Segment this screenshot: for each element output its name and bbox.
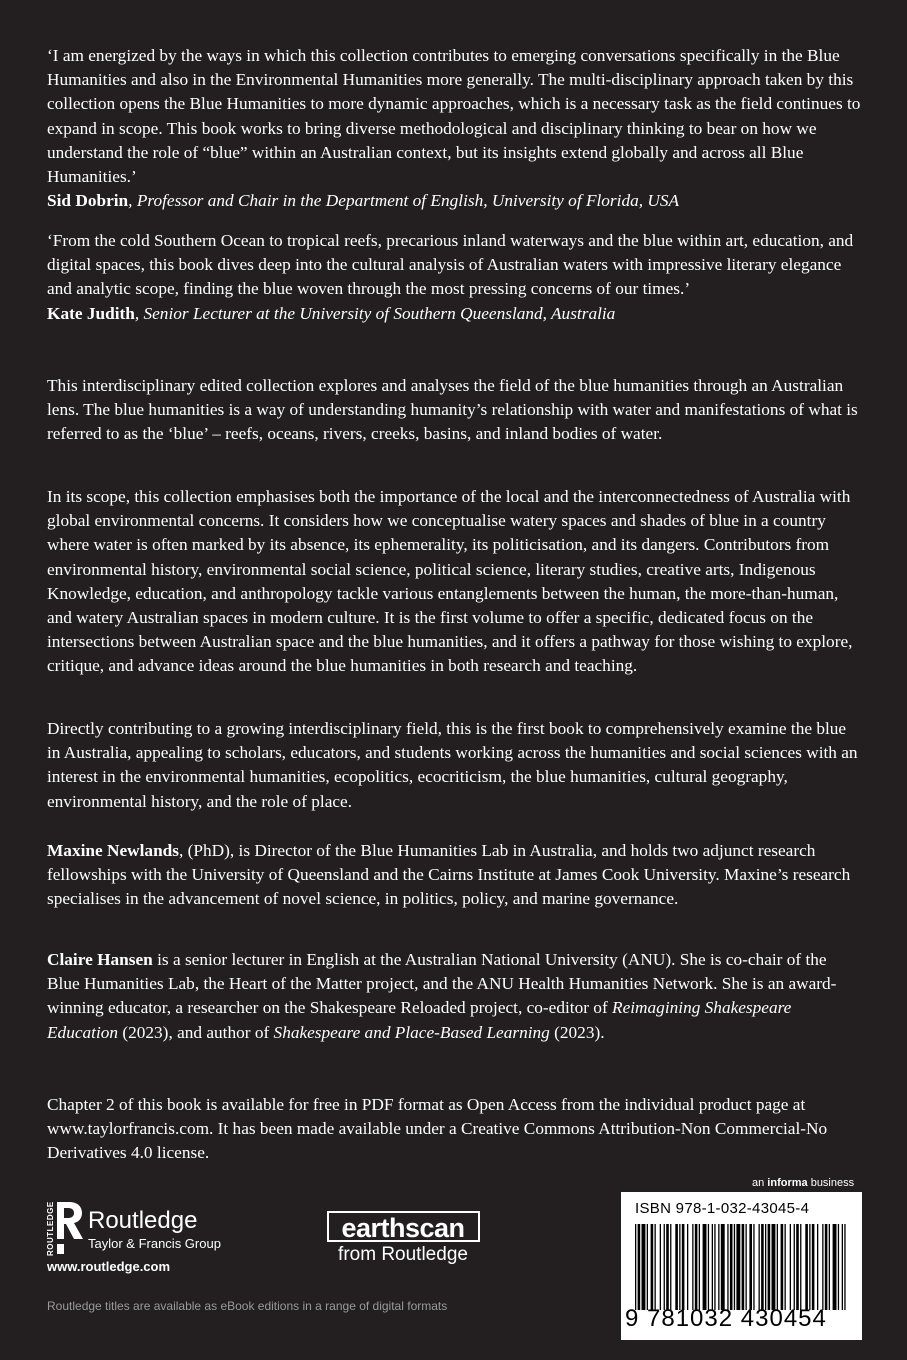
publisher-group: Taylor & Francis Group [88,1236,221,1251]
barcode-bar [679,1224,680,1310]
isbn-label: ISBN 978-1-032-43045-4 [635,1200,810,1217]
barcode-bar [794,1224,795,1310]
barcode-bar [675,1224,678,1310]
barcode-bar [742,1224,745,1310]
barcode-bar [838,1224,839,1310]
barcode-bar [781,1224,784,1310]
barcode-bar [695,1224,698,1310]
quote-2-author: Kate Judith [47,303,135,323]
description-1 [47,374,862,447]
quote-1-attribution [47,189,862,213]
bio-hansen-book-1: Reimagining Shakespeare Education [47,998,792,1042]
bio-hansen-name: Claire Hansen [47,950,153,969]
barcode-bar [730,1224,733,1310]
quote-1 [47,44,862,213]
barcode-bar [768,1224,771,1310]
routledge-r-mark-icon [57,1202,83,1254]
barcode-bar [647,1224,648,1310]
earthscan-from-routledge: from Routledge [338,1244,468,1265]
barcode-bar [651,1224,654,1310]
barcode-bar [712,1224,713,1310]
barcode-bar [842,1224,843,1310]
quote-1-author: Sid Dobrin [47,191,129,211]
barcode-bar [736,1224,740,1310]
barcode-bar [664,1224,665,1310]
earthscan-logo [327,1210,487,1266]
barcode-bar [746,1224,747,1310]
routledge-side-text: ROUTLEDGE [46,1201,55,1256]
barcode-bar [753,1224,754,1310]
barcode-bar [660,1224,661,1310]
quote-2-text: ‘From the cold Southern Ocean to tropical reefs, precarious inland waterways and the blue within art, education, and digital spaces, this book dives deep into the cultural analysis of Australian waters with impressive literary elegance and analytic scope, finding the blue woven through the most pressing concerns of our times.’ [47,231,854,299]
barcode-bar [800,1224,801,1310]
barcode-bar [666,1224,669,1310]
barcode-bar [796,1224,799,1310]
barcode-bar [765,1224,766,1310]
quote-2-affiliation: , Senior Lecturer at the University of Southern Queensland, Australia [134,303,616,323]
barcode-bar [817,1224,818,1310]
barcode-bar [809,1224,810,1310]
barcode-digits: 9 781032 430454 [625,1305,827,1332]
barcode-bar [825,1224,828,1310]
isbn-barcode [621,1192,862,1340]
barcode-bar [777,1224,778,1310]
barcode-bar [721,1224,725,1310]
barcode-bar [790,1224,791,1310]
barcode-bar [785,1224,786,1310]
open-access-note: Chapter 2 of this book is available for free in PDF format as Open Access from the individual product page at www.taylorfrancis.com. It has been made available under a Creative Commons Attribution-Non Commercial-No Derivatives 4.0 license. [47,1095,828,1163]
bio-newlands-text: , (PhD), is Director of the Blue Humanities Lab in Australia, and holds two adjunct research fellowships with the University of Queensland and the Cairns Institute at James Cook University. Maxine’s research specialises in the advancement of novel science, in politics, policy, and marine governance. [47,841,851,909]
informa-tagline: an informa business [752,1177,855,1189]
barcode-bar [734,1224,735,1310]
barcode-bar [714,1224,715,1310]
barcode-bar [682,1224,685,1310]
barcode-bar [812,1224,815,1310]
barcode-bar [670,1224,671,1310]
barcode-bar [844,1224,845,1310]
barcode-bar [642,1224,646,1310]
barcode-bar [708,1224,709,1310]
informa-word: informa [767,1177,808,1189]
bio-hansen-text: is a senior lecturer in English at the Australian National University (ANU). She is co-chair of the Blue Humanities Lab, the Heart of the Matter project, and the ANU Health Humanities Network. She is an award-winning educator, a researcher on the Shakespeare Reloaded project, co-editor of [47,950,837,1018]
barcode-bar [727,1224,728,1310]
description-paragraph: This interdisciplinary edited collection explores and analyses the field of the blue humanities through an Australian lens. The blue humanities is a way of understanding humanity’s relationship with water and manifestations of what is referred to as the ‘blue’ – reefs, oceans, rivers, creeks, basins, and inland bodies of water. [47,376,858,444]
barcode-bar [822,1224,823,1310]
barcode-bar [829,1224,830,1310]
bio-newlands-name: Maxine Newlands [47,841,180,860]
ebook-note: Routledge titles are available as eBook editions in a range of digital formats [47,1299,448,1313]
barcode-bar [833,1224,837,1310]
publisher-url[interactable]: www.routledge.com [47,1259,171,1274]
barcode-bar [749,1224,752,1310]
barcode-bar [759,1224,760,1310]
bio-hansen-book-2: Shakespeare and Place-Based Learning [273,1022,550,1042]
barcode-bar [805,1224,808,1310]
barcode-bar [655,1224,656,1310]
description-paragraph: Directly contributing to a growing interdisciplinary field, this is the first book to comprehensively examine the blue in Australia, appealing to scholars, educators, and students working across the humanities and social sciences with an interest in the environmental humanities, ecopolitics, ecocriticism, the blue humanities, cultural geography, environmental history, and the role of place. [47,719,858,811]
barcode-bar [687,1224,688,1310]
description-2 [47,485,862,679]
quote-2 [47,229,862,326]
earthscan-wordmark: earthscan [341,1213,465,1243]
quote-1-affiliation: , Professor and Chair in the Department of English, University of Florida, USA [128,191,680,211]
barcode-bar [718,1224,719,1310]
barcode-bar [699,1224,700,1310]
barcode-bar [703,1224,707,1310]
barcode-bar [772,1224,776,1310]
description-3 [47,717,862,814]
barcode-bar [635,1224,636,1310]
quote-1-text: ‘I am energized by the ways in which this collection contributes to emerging conversations specifically in the Blue Humanities and also in the Environmental Humanities more generally. The multi-disciplinary approach taken by this collection opens the Blue Humanities to more dynamic approaches, which is a necessary task as the field continues to expand in scope. This book works to bring diverse methodological and disciplinary thinking to bear on how we understand the role of “blue” within an Australian context, but its insights extend globally and across all Blue Humanities.’ [47,46,861,187]
bio-hansen: Claire Hansen is a senior lecturer in English at the Australian National University (ANU). She is co-chair of the Blue Humanities Lab, the Heart of the Matter project, and the ANU Health Humanities Network. She is an award-winning educator, a researcher on the Shakespeare Reloaded project, co-editor of Reimagining Shakespeare Education (2023), and author of Shakespeare and Place-Based Learning (2023). [47,950,837,1042]
barcode-bar [761,1224,764,1310]
routledge-logo [42,1198,282,1258]
bio-newlands [47,839,862,912]
description-paragraph: In its scope, this collection emphasises both the importance of the local and the interconnectedness of Australia with global environmental concerns. It considers how we conceptualise watery spaces and shades of blue in a country where water is often marked by its absence, its ephemerality, its politicisation, and its dangers. Contributors from environmental history, environmental social science, political science, literary studies, creative arts, Indigenous Knowledge, education, and anthropology tackle various entanglements between the human, the more-than-human, and watery Australian spaces in modern culture. It is the first volume to offer a specific, dedicated focus on the intersections between Australian space and the blue humanities, and it offers a pathway for those wishing to explore, critique, and advance ideas around the blue humanities in both research and teaching. [47,487,853,676]
publisher-name: Routledge [88,1207,198,1234]
barcode-bars [631,1224,852,1310]
barcode-bar [638,1224,641,1310]
barcode-bar [692,1224,693,1310]
quote-2-attribution [47,302,862,326]
